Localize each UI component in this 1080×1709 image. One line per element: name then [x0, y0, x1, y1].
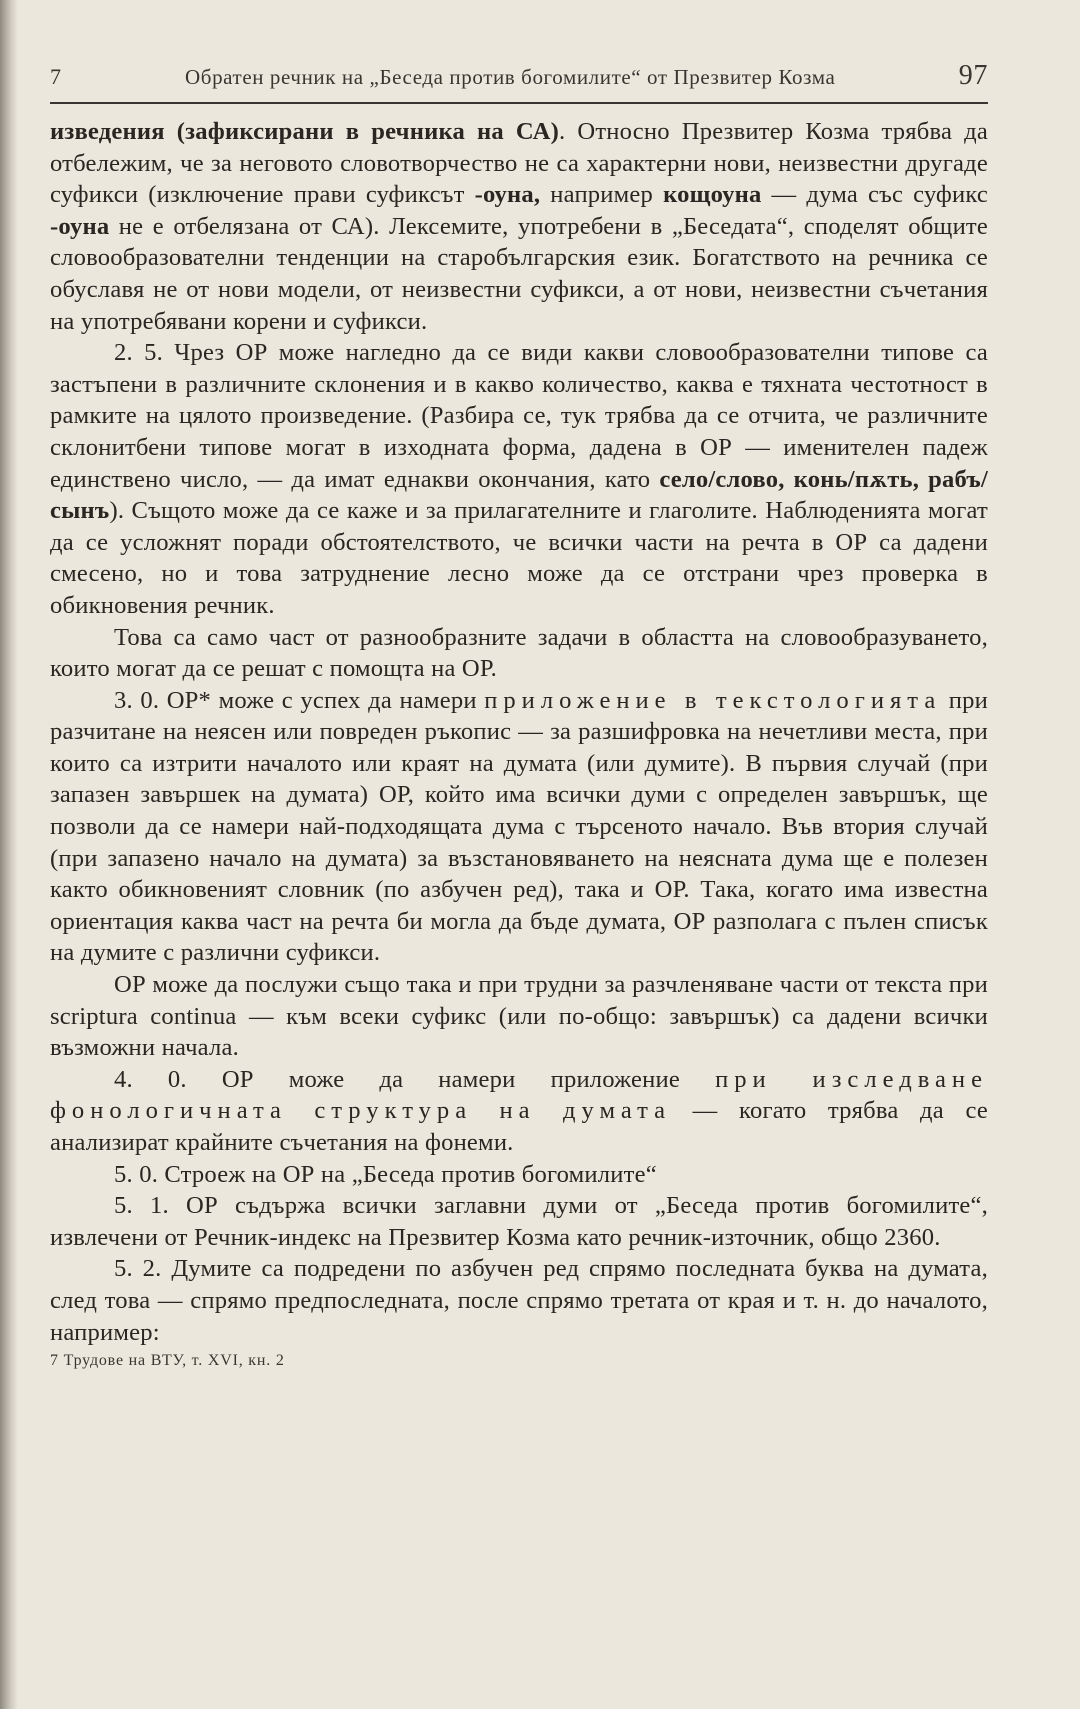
body-text — [50, 116, 988, 1348]
text-run: 4. 0. ОР може да намери приложение — [114, 1065, 716, 1093]
bold-suffix: -оуна — [50, 212, 110, 240]
running-head — [50, 60, 988, 104]
text-run: ). Същото може да се каже и за прилагателните и глаголите. Наблюденията могат да се усложнят поради обстоятелството, че всички части на речта в ОР са дадени смесено, но и това затруднение лесно може да се отстрани чрез проверка в обикновения речник. — [50, 497, 988, 619]
paragraph-2 — [50, 337, 988, 621]
text-run: . Относно Презвитер Козма трябва да отбележим, че за неговото словотворчество не са характерни нови, неизвестни другаде суфикси (изключение прави суфиксът — [50, 118, 989, 209]
text-run: — когато трябва да се анализират крайните съчетания на фонеми. — [50, 1097, 988, 1156]
page-edge-shadow — [0, 0, 18, 1709]
paragraph-8: 5. 1. ОР съдържа всички заглавни думи от „Беседа против богомилите“, извлечени от Речник-индекс на Презвитер Козма като речник-източник, общо 2360. — [50, 1192, 988, 1251]
text-run: 3. 0. ОР* може с успех да намери — [114, 686, 485, 714]
bold-examples: село/слово, конь/пѫть, рабъ/сынъ — [50, 465, 989, 525]
paragraph-5: ОР може да послужи също така и при трудни за разчленяване части от текста при scriptura continua — към всеки суфикс (или по-общо: завършък) са дадени всички възможни начала. — [50, 971, 988, 1062]
running-title: Обратен речник на „Беседа против богомилите“ от Презвитер Козма — [185, 65, 836, 89]
bold-suffix: -оуна, — [474, 181, 541, 209]
paragraph-6 — [50, 1064, 988, 1159]
bold-word: кощоуна — [663, 181, 762, 209]
text-run: например — [540, 181, 664, 209]
book-page — [50, 60, 988, 1370]
spaced-term: при изследване фонологичната структура на думата — [50, 1065, 988, 1125]
paragraph-4 — [50, 685, 988, 969]
signature-mark: 7 Трудове на ВТУ, т. XVI, кн. 2 — [50, 1352, 285, 1370]
spaced-term: приложение в текстологията — [484, 686, 942, 714]
text-run: не е отбелязана от СА). Лексемите, употребени в „Беседата“, споделят общите словообразователни тенденции на старобългарския език. Богатството на речника се обуславя не от нови модели, от неизвестни суфикси, а от нови, неизвестни съчетания на употребявани корени и суфикси. — [50, 212, 988, 335]
paragraph-7: 5. 0. Строеж на ОР на „Беседа против богомилите“ — [114, 1160, 657, 1188]
page-number: 97 — [958, 60, 988, 91]
paragraph-3: Това са само част от разнообразните задачи в областта на словообразуването, които могат да се решат с помощта на ОР. — [50, 623, 988, 683]
chapter-number: 7 — [50, 64, 62, 89]
paragraph-9: 5. 2. Думите са подредени по азбучен ред спрямо последната буква на думата, след това — спрямо предпоследната, после спрямо третата от края и т. н. до началото, например: — [50, 1255, 988, 1346]
text-run: — дума със суфикс — [761, 181, 988, 209]
text-run: 2. 5. Чрез ОР може нагледно да се види какви словообразователни типове са застъпени в различните склонения и в какво количество, каква е тяхната честотност в рамките на цялото произведение. (Разбира се, тук трябва да се отчита, че различните склонитбени типове могат в изходната форма, дадена в ОР — именителен падеж единствено число, — да имат еднакви окончания, като — [50, 339, 988, 493]
paragraph-1 — [50, 116, 988, 337]
bold-phrase: изведения (зафиксирани в речника на СА) — [50, 118, 559, 145]
text-run: при разчитане на неясен или повреден ръкопис — за разшифровка на нечетливи места, при които са изтрити началото или краят на думата (или думите). В първия случай (при запазен завършек на думата) ОР, който има всички думи с определен завършък, ще позволи да се намери най-подходящата дума с търсеното начало. Във втория случай (при запазено начало на думата) за възстановяването на неясната дума ще е полезен както обикновеният словник (по азбучен ред), така и ОР. Така, когато има известна ориентация каква част на речта би могла да бъде думата, ОР разполага с пълен списък на думите с различни суфикси. — [50, 686, 989, 967]
